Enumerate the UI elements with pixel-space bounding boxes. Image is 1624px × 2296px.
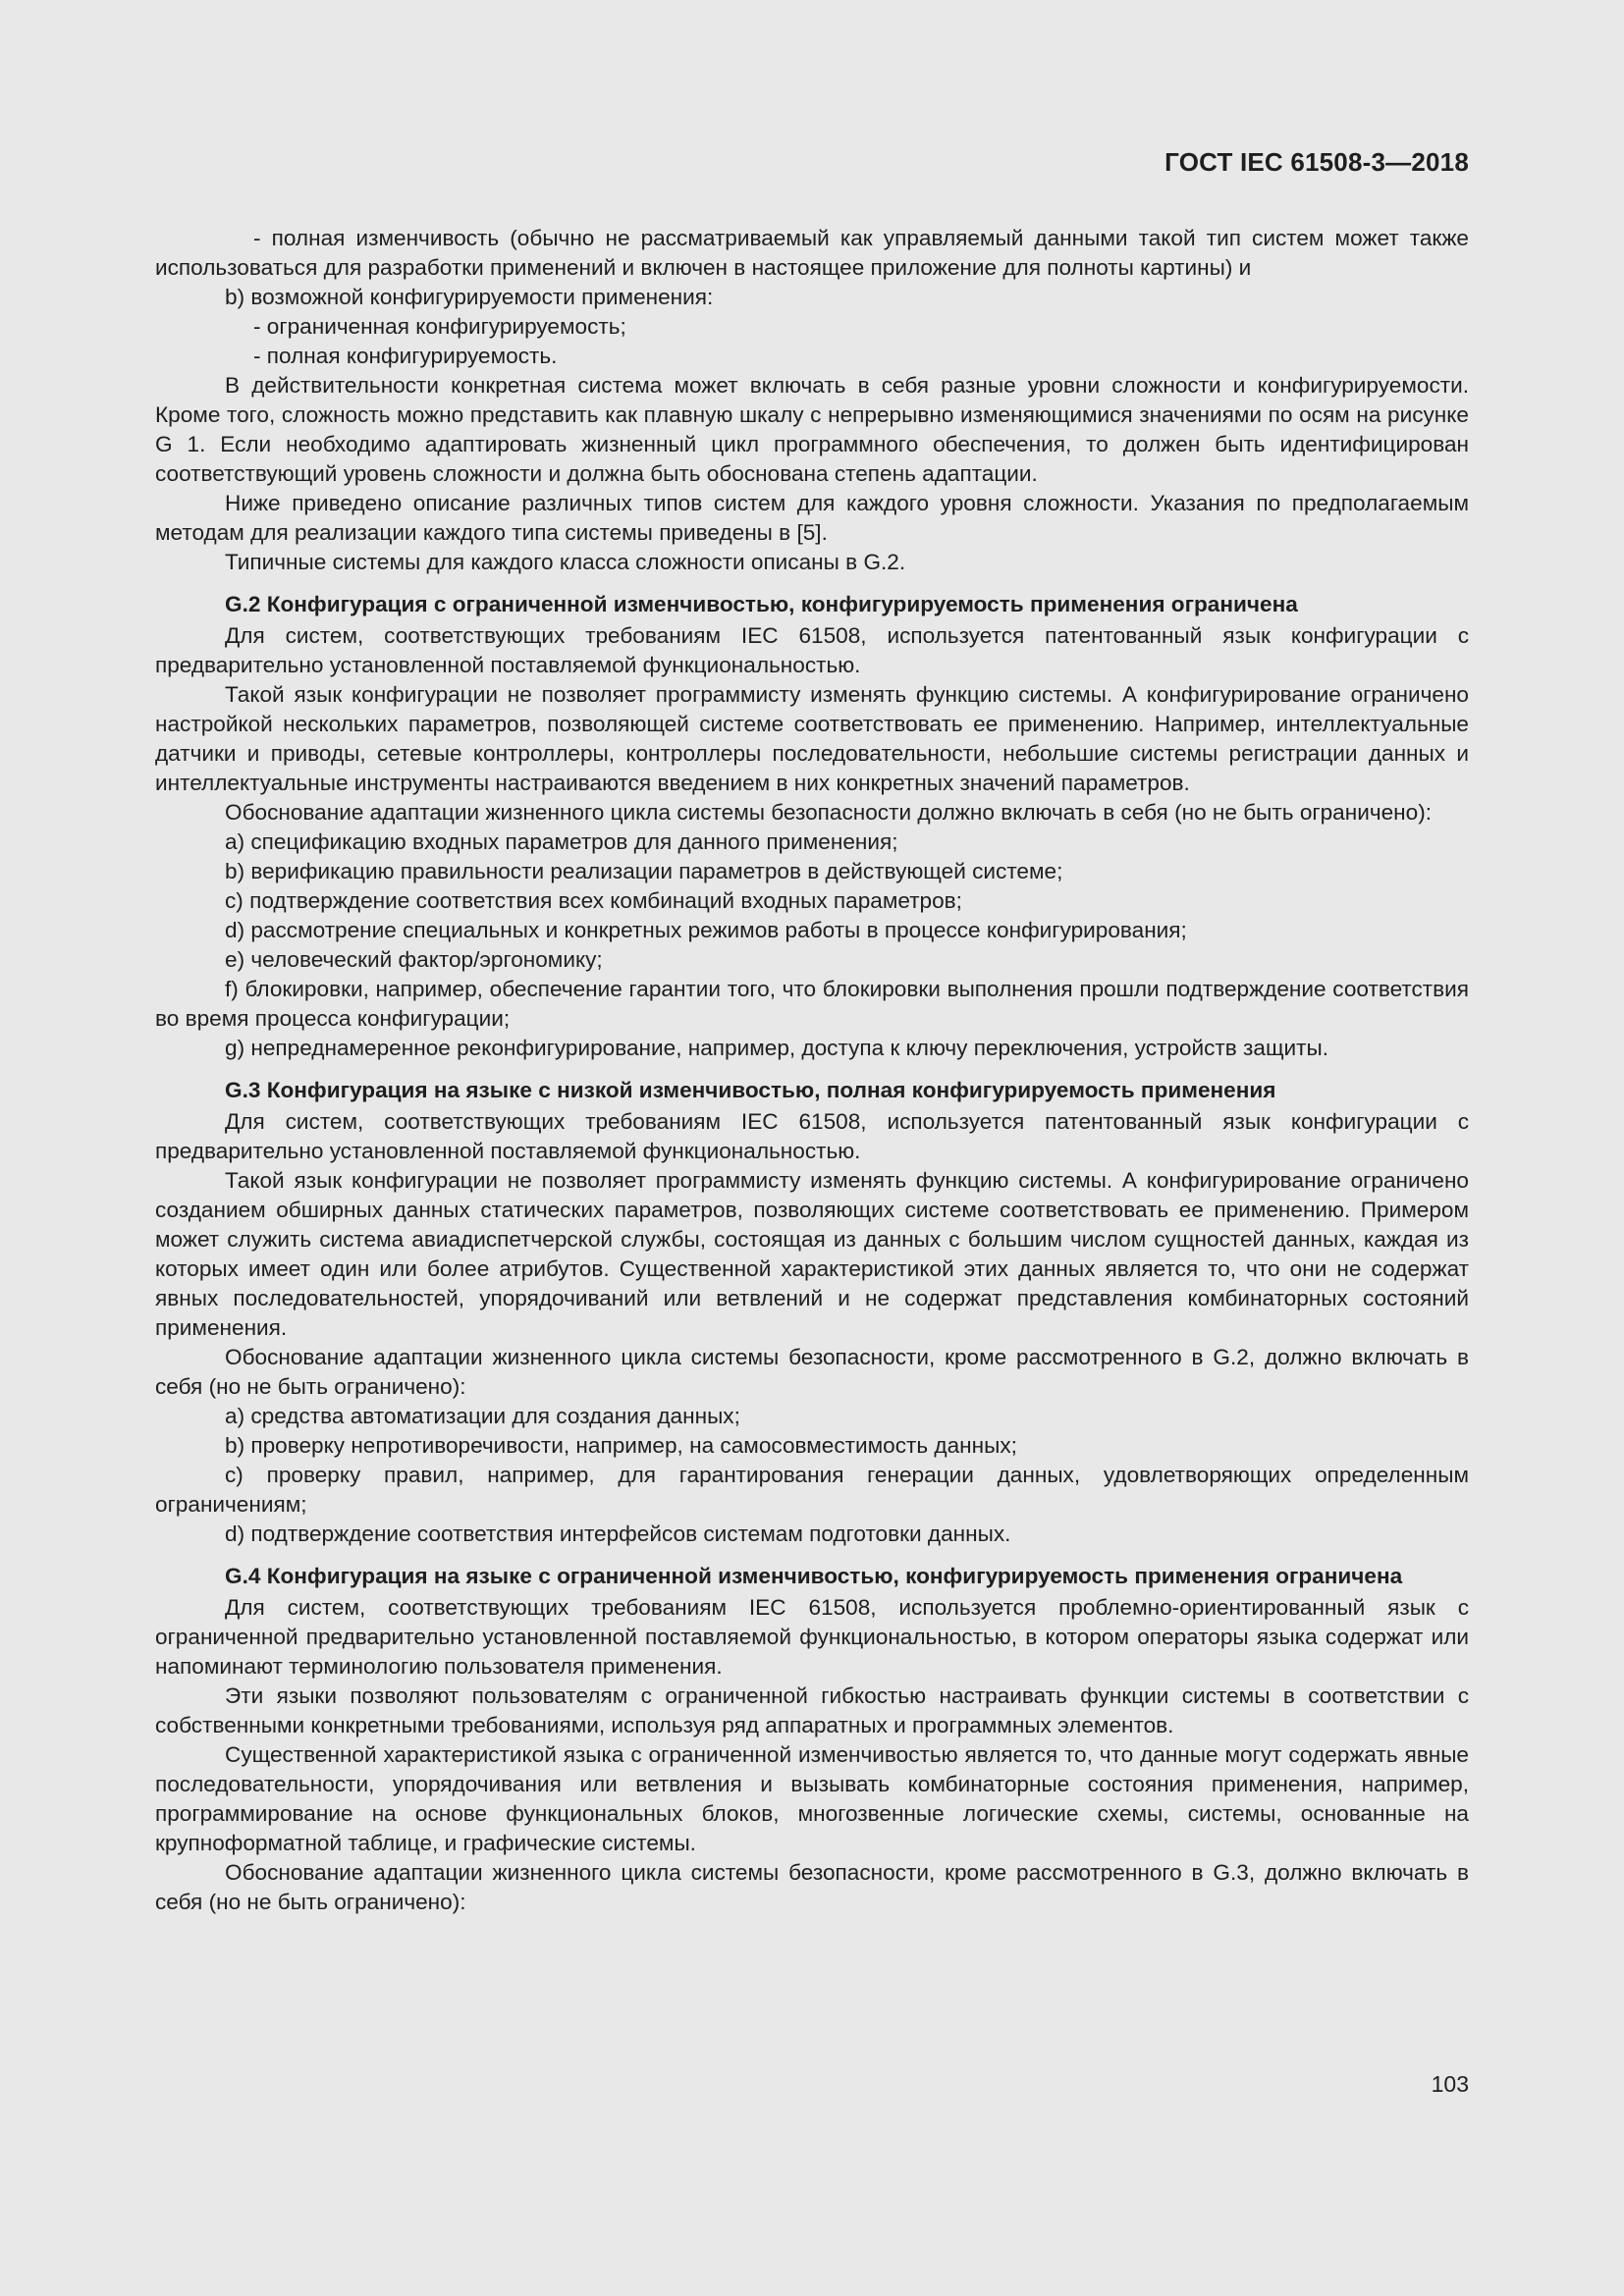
paragraph: Обоснование адаптации жизненного цикла системы безопасности, кроме рассмотренного в G.2, должно включать в себя (но не быть ограничено):	[155, 1345, 1469, 1399]
list-item: b) верификацию правильности реализации параметров в действующей системе;	[225, 859, 1063, 883]
paragraph: Для систем, соответствующих требованиям IEC 61508, используется проблемно-ориентированный язык с ограниченной предварительно установленной поставляемой функциональностью, в котором операторы языка содержат или напоминают терминологию пользователя применения.	[155, 1595, 1469, 1679]
paragraph: В действительности конкретная система может включать в себя разные уровни сложности и конфигурируемости. Кроме того, сложность можно представить как плавную шкалу с непрерывно изменяющимися значениями по осям на рисунке G 1. Если необходимо адаптировать жизненный цикл программного обеспечения, то должен быть идентифицирован соответствующий уровень сложности и должна быть обоснована степень адаптации.	[155, 373, 1469, 486]
paragraph: Для систем, соответствующих требованиям IEC 61508, используется патентованный язык конфигурации с предварительно установленной поставляемой функциональностью.	[155, 623, 1469, 677]
document-body	[155, 224, 1469, 1917]
list-item: c) проверку правил, например, для гарантирования генерации данных, удовлетворяющих определенным ограничениям;	[155, 1463, 1469, 1517]
list-item: - полная конфигурируемость.	[253, 344, 558, 368]
list-item: - полная изменчивость (обычно не рассматриваемый как управляемый данными такой тип систем может также использоваться для разработки применений и включен в настоящее приложение для полноты картины) и	[155, 226, 1469, 280]
list-item: b) проверку непротиворечивости, например, на самосовместимость данных;	[225, 1433, 1017, 1458]
list-item: - ограниченная конфигурируемость;	[253, 314, 626, 339]
list-item: c) подтверждение соответствия всех комбинаций входных параметров;	[225, 888, 962, 913]
section-heading-g2: G.2 Конфигурация с ограниченной изменчивостью, конфигурируемость применения ограничена	[225, 592, 1298, 616]
paragraph: Ниже приведено описание различных типов систем для каждого уровня сложности. Указания по предполагаемым методам для реализации каждого типа системы приведены в [5].	[155, 491, 1469, 545]
paragraph: Такой язык конфигурации не позволяет программисту изменять функцию системы. А конфигурирование ограничено настройкой нескольких параметров, позволяющей системе соответствовать ее применению. Например, интеллектуальные датчики и приводы, сетевые контроллеры, контроллеры последовательности, небольшие системы регистрации данных и интеллектуальные инструменты настраиваются введением в них конкретных значений параметров.	[155, 682, 1469, 795]
list-item: d) подтверждение соответствия интерфейсов системам подготовки данных.	[225, 1522, 1011, 1546]
paragraph: Типичные системы для каждого класса сложности описаны в G.2.	[225, 550, 906, 574]
section-heading-g3: G.3 Конфигурация на языке с низкой изменчивостью, полная конфигурируемость применения	[225, 1078, 1276, 1102]
paragraph: Такой язык конфигурации не позволяет программисту изменять функцию системы. А конфигурирование ограничено созданием обширных данных статических параметров, позволяющих системе соответствовать ее применению. Примером может служить система авиадиспетчерской службы, состоящая из данных с большим числом сущностей данных, каждая из которых имеет один или более атрибутов. Существенной характеристикой этих данных является то, что они не содержат явных последовательностей, упорядочиваний или ветвлений и не содержат представления комбинаторных состояний применения.	[155, 1168, 1469, 1340]
paragraph: Эти языки позволяют пользователям с ограниченной гибкостью настраивать функции системы в соответствии с собственными конкретными требованиями, используя ряд аппаратных и программных элементов.	[155, 1683, 1469, 1737]
list-item: e) человеческий фактор/эргономику;	[225, 947, 603, 972]
list-item: a) средства автоматизации для создания данных;	[225, 1404, 740, 1428]
list-item: f) блокировки, например, обеспечение гарантии того, что блокировки выполнения прошли подтверждение соответствия во время процесса конфигурации;	[155, 977, 1469, 1031]
paragraph: Обоснование адаптации жизненного цикла системы безопасности должно включать в себя (но не быть ограничено):	[225, 800, 1433, 825]
list-item: a) спецификацию входных параметров для данного применения;	[225, 829, 898, 854]
document-header: ГОСТ IEC 61508-3—2018	[1164, 147, 1469, 177]
list-item: d) рассмотрение специальных и конкретных режимов работы в процессе конфигурирования;	[225, 918, 1187, 942]
list-item: g) непреднамеренное реконфигурирование, например, доступа к ключу переключения, устройств защиты.	[225, 1036, 1329, 1060]
paragraph: Существенной характеристикой языка с ограниченной изменчивостью является то, что данные могут содержать явные последовательности, упорядочивания или ветвления и вызывать комбинаторные состояния применения, например, программирование на основе функциональных блоков, многозвенные логические схемы, системы, основанные на крупноформатной таблице, и графические системы.	[155, 1742, 1469, 1855]
section-heading-g4: G.4 Конфигурация на языке с ограниченной изменчивостью, конфигурируемость применения ограничена	[225, 1564, 1403, 1588]
list-item: b) возможной конфигурируемости применения:	[225, 285, 714, 309]
paragraph: Для систем, соответствующих требованиям IEC 61508, используется патентованный язык конфигурации с предварительно установленной поставляемой функциональностью.	[155, 1109, 1469, 1163]
paragraph: Обоснование адаптации жизненного цикла системы безопасности, кроме рассмотренного в G.3, должно включать в себя (но не быть ограничено):	[155, 1860, 1469, 1914]
page-number: 103	[1431, 2071, 1469, 2097]
